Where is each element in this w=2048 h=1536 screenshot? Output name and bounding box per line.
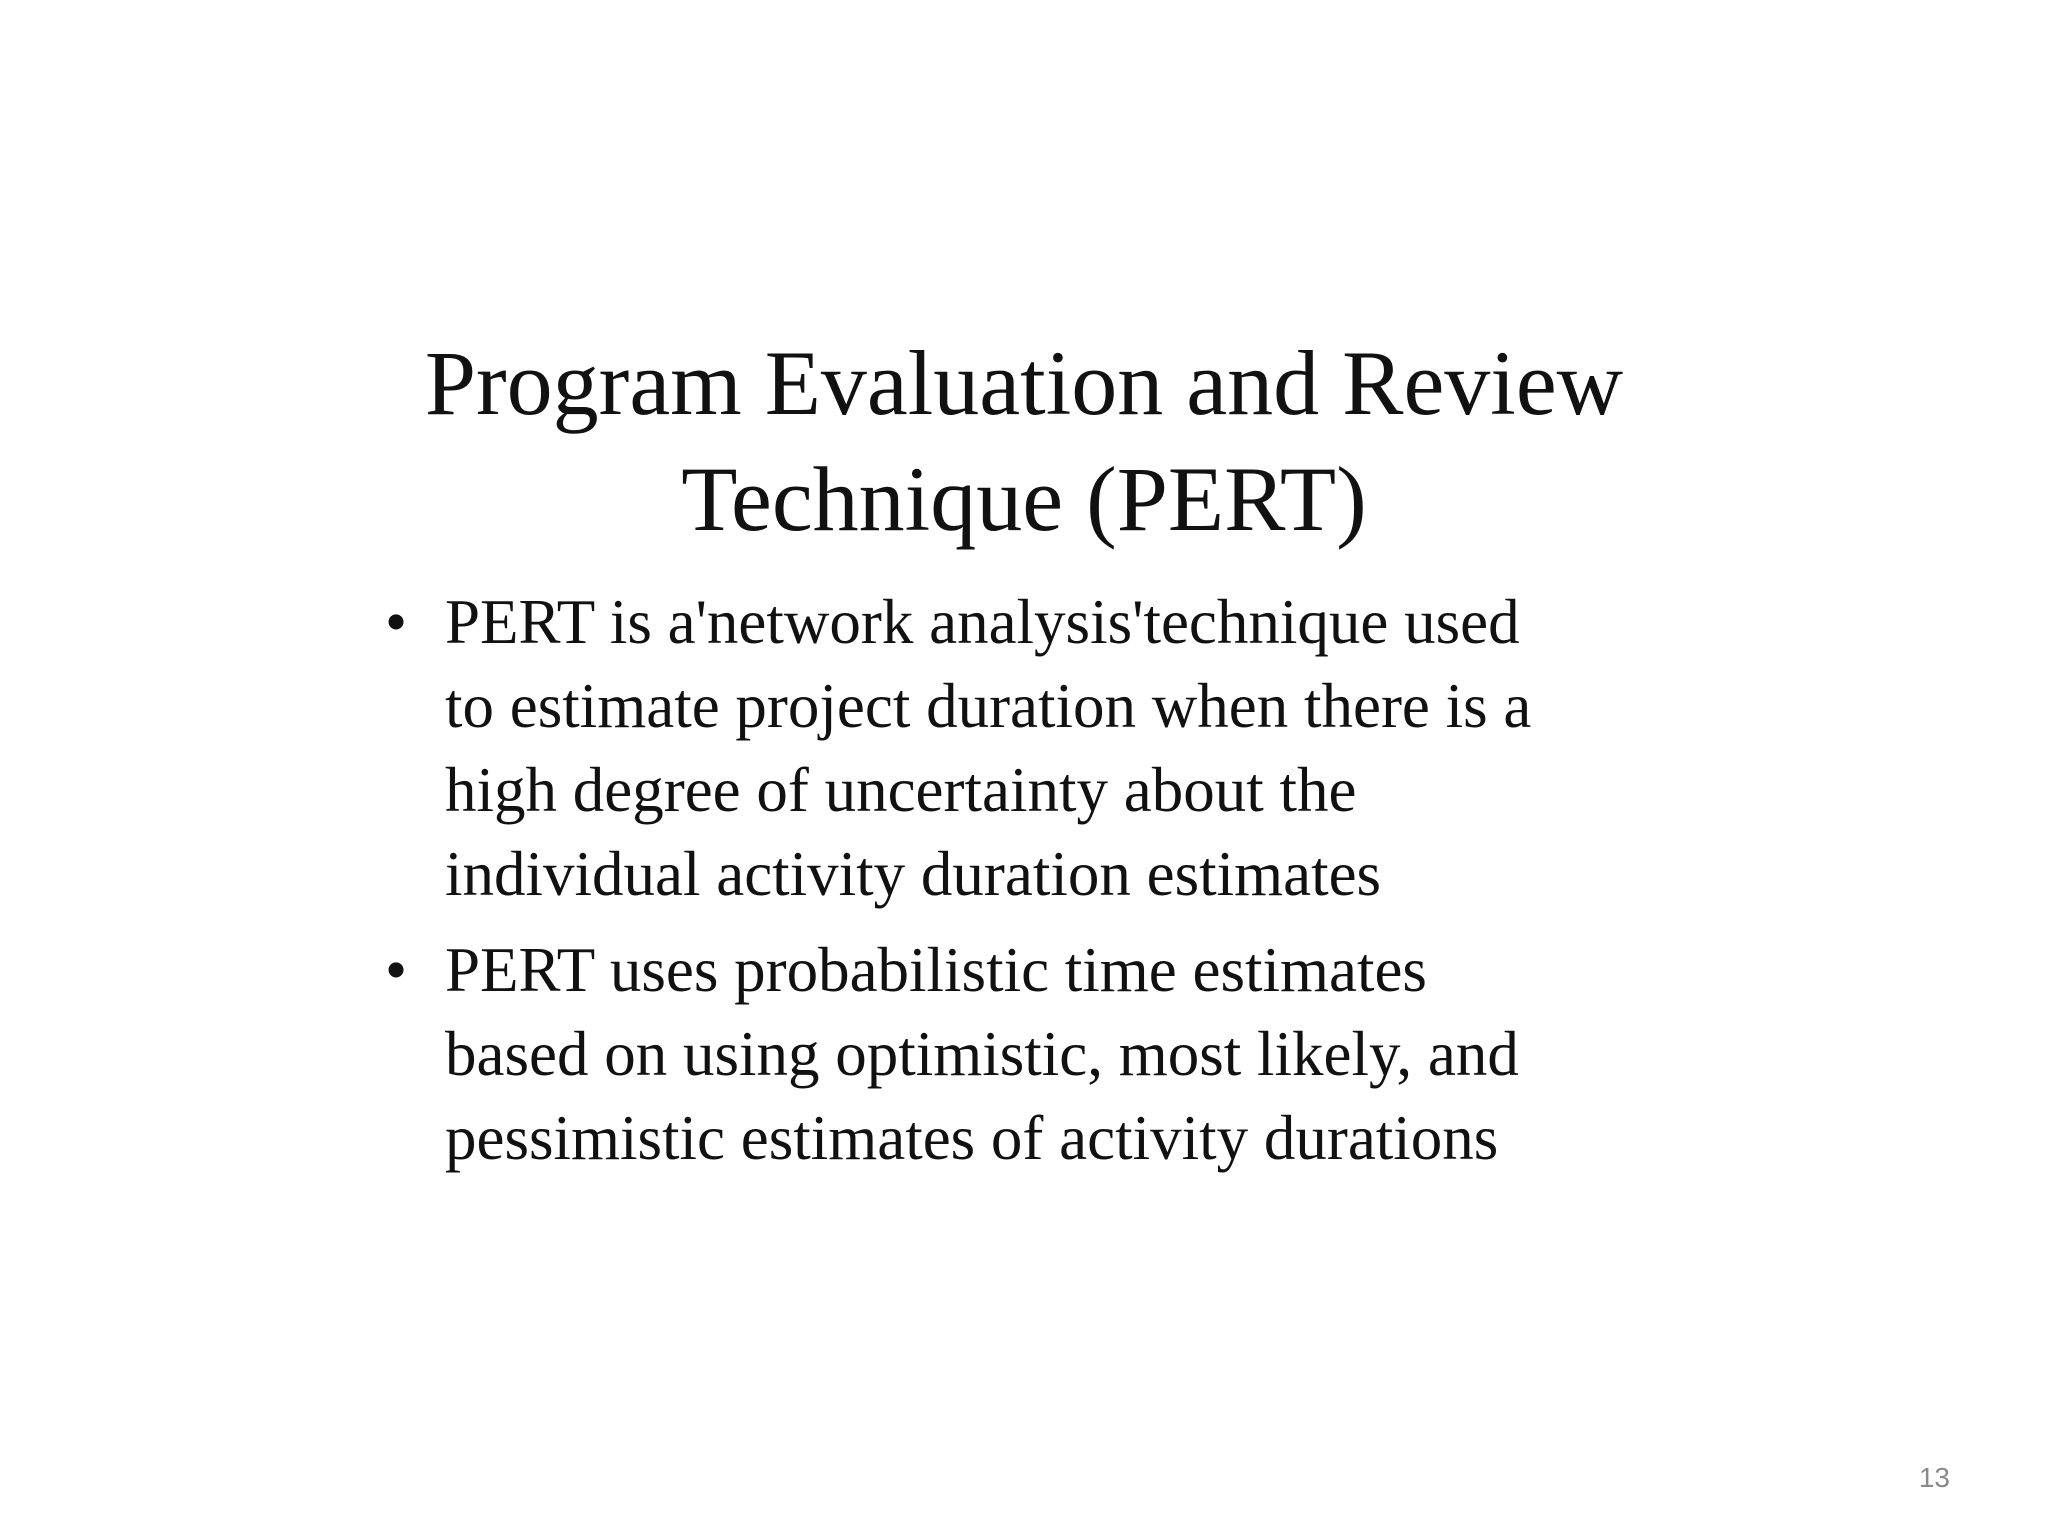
slide-title-line-1: Program Evaluation and Review <box>424 332 1624 434</box>
page-number: 13 <box>1918 1462 1950 1493</box>
bullet-item-1 <box>385 580 1725 916</box>
bullet-1-line-3: high degree of uncertainty about the <box>445 755 1357 825</box>
bullet-1-line-1: PERT is a'network analysis'technique used <box>445 587 1520 657</box>
bullet-icon: • <box>385 587 408 657</box>
slide-title <box>300 325 1748 557</box>
bullet-text-1 <box>445 580 1725 916</box>
bullet-text-2 <box>445 928 1725 1180</box>
bullet-1-line-4: individual activity duration estimates <box>445 839 1382 909</box>
bullet-item-2 <box>385 928 1725 1180</box>
bullet-2-line-2: based on using optimistic, most likely, and <box>445 1019 1519 1089</box>
bullet-icon: • <box>385 935 408 1005</box>
slide-title-line-2: Technique (PERT) <box>681 448 1367 550</box>
bullet-2-line-1: PERT uses probabilistic time estimates <box>445 935 1427 1005</box>
bullet-2-line-3: pessimistic estimates of activity durations <box>445 1103 1499 1173</box>
bullet-1-line-2: to estimate project duration when there is a <box>445 671 1532 741</box>
bullet-list <box>385 580 1725 1192</box>
